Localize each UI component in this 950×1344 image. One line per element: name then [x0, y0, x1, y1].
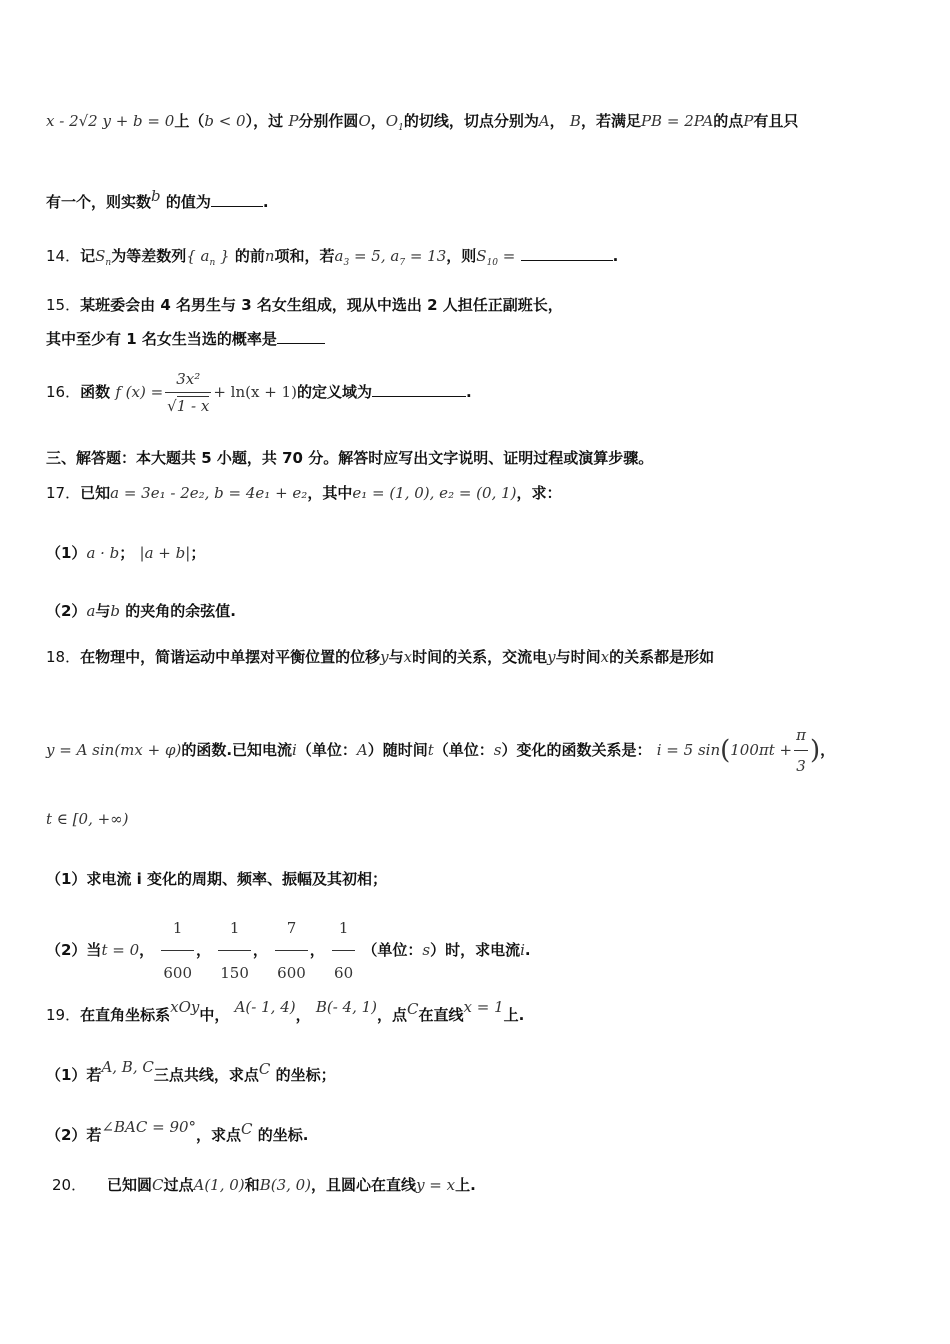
q17: 17．已知a = 3e₁ - 2e₂, b = 4e₁ + e₂，其中e₁ = (1, 0), e₂ = (0, 1)，求：: [46, 484, 562, 502]
q19-part-1: （1）若A, B, C三点共线，求点C 的坐标；: [46, 1058, 336, 1084]
q15-line-1: 15．某班委会由 4 名男生与 3 名女生组成，现从中选出 2 人担任正副班长，: [46, 296, 563, 314]
q16: 16．函数 f (x) = $\frac{\text{3x²}}{√1 - x}$ + ln(x + 1)的定义域为 .: [46, 366, 910, 419]
q17-part-1: （1）a · b； |a + b|；: [46, 544, 206, 562]
q16-fraction: $\frac{\text{3x²}}{√1 - x}$: [165, 366, 211, 419]
q15-line-2: 其中至少有 1 名女生当选的概率是: [46, 328, 910, 350]
answer-blank: [277, 329, 325, 344]
q19: 19．在直角坐标系xOy中， A(- 1, 4)， B(- 4, 1)，点C在直线x = 1上.: [46, 998, 525, 1024]
q19-part-2: （2）若∠BAC = 90°，求点C 的坐标.: [46, 1118, 309, 1144]
q17-part-2: （2）a与b 的夹角的余弦值.: [46, 602, 236, 620]
q13-equation: x - 2√2 y + b = 0: [46, 112, 175, 130]
section-3-heading: 三、解答题：本大题共 5 小题，共 70 分。解答时应写出文字说明、证明过程或演算步骤。: [46, 449, 654, 467]
q18-part-1: （1）求电流 i 变化的周期、频率、振幅及其初相；: [46, 870, 388, 888]
q13-line-2: 有一个，则实数b 的值为 .: [46, 187, 269, 211]
q18-line-1: 18．在物理中，简谐运动中单摆对平衡位置的位移y与x时间的关系，交流电y与时间x的关系都是形如: [46, 648, 715, 666]
answer-blank: [521, 246, 613, 261]
q18-part-2: （2）当t = 0， $\frac{1}{600}$ ， $\frac{1}{150}$ ， $\frac{7}{600}$ ， $\frac{1}{60}$ （单位：s）时，求电流i.: [46, 906, 910, 995]
q18-domain: t ∈ [0, +∞): [46, 810, 129, 828]
q18-line-2: y = A sin(mx + φ)的函数.已知电流i（单位：A）随时间t（单位：s）变化的函数关系是： i = 5 sin(100πt + $\frac{\pi}{3}$ )，: [46, 720, 910, 781]
q13-line-1: x - 2√2 y + b = 0上（b < 0），过 P分别作圆O，$O_1$的切线，切点分别为A， B，若满足PB = 2PA的点P有且只: [46, 112, 799, 133]
answer-blank: [211, 192, 263, 207]
answer-blank: [372, 382, 466, 397]
q20: 20． 已知圆C过点A(1, 0)和B(3, 0)，且圆心在直线y = x上.: [52, 1176, 476, 1194]
q14: 14．记$S_n$为等差数列{ $a_n$ } 的前n项和，若$a_3 = 5$, $a_7 = 13$，则$S_{10}$ = .: [46, 247, 619, 268]
